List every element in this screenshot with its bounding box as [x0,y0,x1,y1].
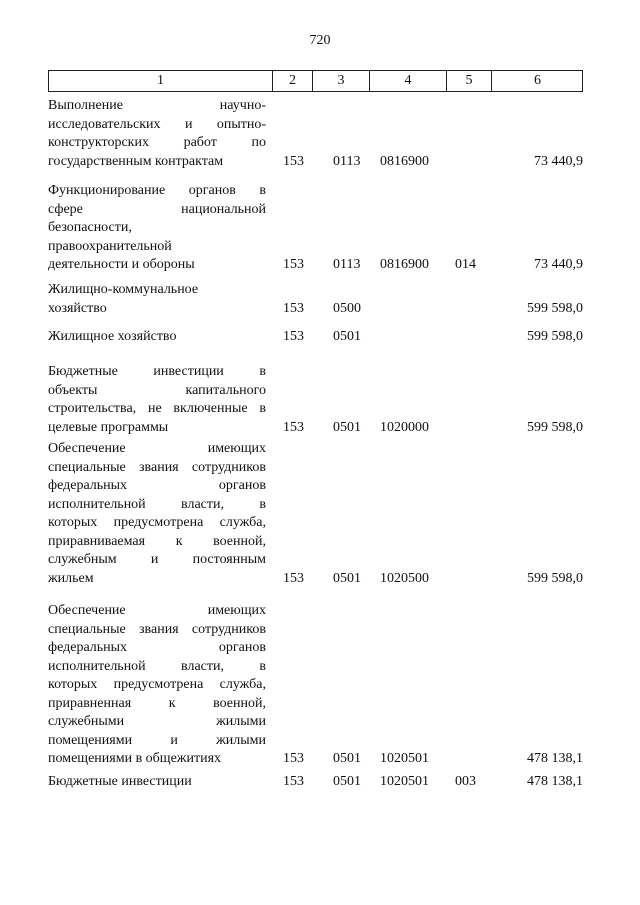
cell-col-4: 0816900 [380,153,429,169]
cell-col-2: 153 [283,153,304,169]
cell-col-3: 0113 [333,153,361,169]
cell-col-3: 0501 [333,751,361,766]
description-line: объекты капитального [48,382,266,398]
cell-col-3: 0500 [333,300,361,316]
cell-col-2: 153 [283,419,304,435]
description-line: федеральных органов [48,478,266,493]
description-line: строительства, не включенные в [48,401,266,416]
cell-col-3: 0501 [333,774,361,789]
description-line: специальные звания сотрудников [48,459,266,475]
description-line: жильем [48,570,94,586]
row-description [48,773,266,792]
table-row [0,97,640,171]
cell-col-6: 599 598,0 [527,570,583,586]
description-line: приравненная к военной, [48,695,266,711]
description-line: Обеспечение имеющих [48,441,266,456]
description-line: хозяйство [48,300,107,316]
description-line: помещениями в общежитиях [48,751,222,766]
column-header-3: 3 [312,71,369,91]
description-line: специальные звания сотрудников [48,621,266,637]
column-header-5: 5 [446,71,491,91]
cell-col-2: 153 [283,257,304,272]
description-line: государственным контрактам [48,153,224,169]
cell-col-3: 0113 [333,257,361,272]
description-line: которых предусмотрена служба, [48,515,266,530]
description-line: конструкторских работ по [48,135,266,150]
description-line: приравниваемая к военной, [48,533,266,549]
description-line: безопасности, [48,220,132,235]
table-header [48,70,583,92]
row-description [48,182,266,275]
column-header-4: 4 [369,71,446,91]
description-line: Бюджетные инвестиции в [48,364,266,379]
page-number: 720 [309,33,331,48]
description-line: Функционирование органов в [48,183,266,198]
row-description [48,281,266,318]
description-line: исполнительной власти, в [48,496,266,512]
cell-col-6: 599 598,0 [527,419,583,435]
description-line: служебным и постоянным [48,552,266,567]
column-header-6: 6 [491,71,583,91]
row-description [48,363,266,437]
cell-col-6: 599 598,0 [527,300,583,316]
description-line: правоохранительной [48,238,172,254]
description-line: Жилищное хозяйство [48,329,177,344]
cell-col-4: 1020000 [380,419,429,435]
description-line: деятельности и обороны [48,257,195,272]
description-line: которых предусмотрена служба, [48,677,266,692]
cell-col-2: 153 [283,300,304,316]
cell-col-2: 153 [283,329,304,344]
cell-col-6: 73 440,9 [534,257,583,272]
cell-col-5: 003 [455,774,476,789]
cell-col-3: 0501 [333,419,361,435]
table-row [0,281,640,318]
cell-col-2: 153 [283,774,304,789]
table-row [0,440,640,588]
table-row [0,773,640,792]
cell-col-4: 1020500 [380,570,429,586]
cell-col-4: 0816900 [380,257,429,272]
column-header-1: 1 [157,73,164,88]
table-row [0,182,640,275]
cell-col-6: 599 598,0 [527,329,583,344]
table-row [0,328,640,347]
description-line: федеральных органов [48,640,266,655]
row-description [48,97,266,171]
cell-col-6: 73 440,9 [534,153,583,169]
row-description [48,602,266,769]
column-header-2: 2 [272,71,312,91]
cell-col-4: 1020501 [380,774,429,789]
description-line: Бюджетные инвестиции [48,774,192,789]
cell-col-3: 0501 [333,570,361,586]
description-line: исполнительной власти, в [48,658,266,674]
table-row [0,363,640,437]
cell-col-4: 1020501 [380,751,429,766]
cell-col-2: 153 [283,751,304,766]
row-description [48,440,266,588]
description-line: служебными жилыми [48,714,266,729]
cell-col-2: 153 [283,570,304,586]
description-line: помещениями и жилыми [48,732,266,748]
description-line: Обеспечение имеющих [48,603,266,618]
description-line: исследовательских и опытно- [48,116,266,132]
cell-col-6: 478 138,1 [527,774,583,789]
description-line: Выполнение научно- [48,98,266,113]
cell-col-3: 0501 [333,329,361,344]
description-line: Жилищно-коммунальное [48,282,199,297]
cell-col-6: 478 138,1 [527,751,583,766]
description-line: сфере национальной [48,201,266,217]
row-description [48,328,266,347]
table-row [0,602,640,769]
cell-col-5: 014 [455,257,476,272]
description-line: целевые программы [48,419,169,435]
